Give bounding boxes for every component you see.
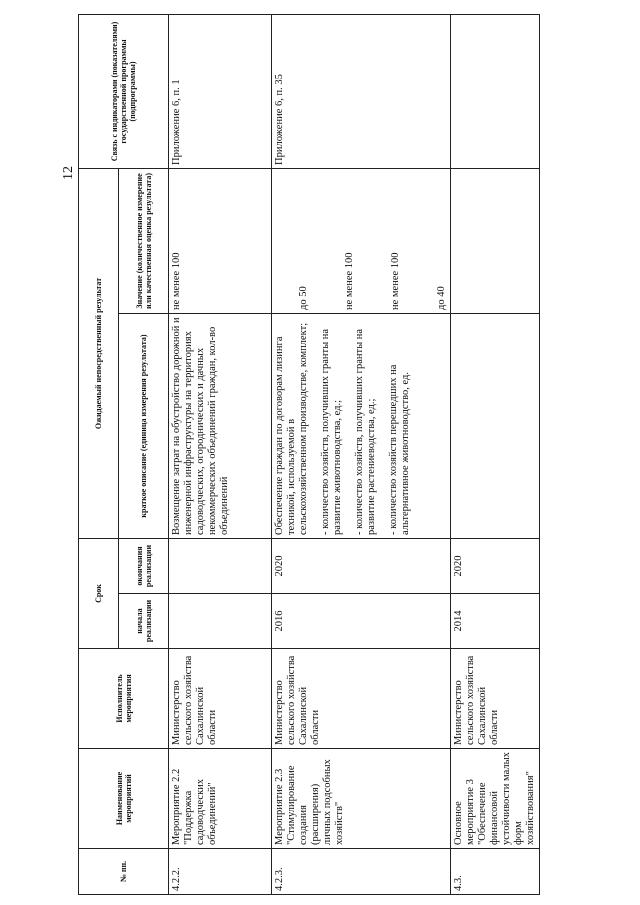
header-expected-desc: краткое описание (единица измерения результата) [119, 314, 169, 539]
value-item: не менее 100 [390, 252, 401, 310]
table-row [169, 15, 272, 895]
desc-item: - количество хозяйств, получивших гранты на развитие животноводства, ед.; [320, 328, 343, 535]
row-desc [451, 314, 540, 539]
row-num: 4.2.2. [169, 849, 272, 895]
desc-item: - количество хозяйств, получивших гранты на развитие растениеводства, ед.; [354, 328, 377, 535]
rotated-table-wrapper [78, 15, 536, 895]
row-link: Приложение 6, п. 1 [169, 15, 272, 169]
row-name: Мероприятие 2.2 "Поддержка садоводческих объединений" [169, 749, 272, 849]
header-expected-value: Значение (количественное измерение или качественная оценка результата) [119, 169, 169, 314]
program-table [78, 14, 540, 895]
header-name: Наименование мероприятий [79, 749, 169, 849]
value-item: до 40 [436, 286, 447, 310]
value-item: до 50 [298, 286, 309, 310]
row-executor: Министерство сельского хозяйства Сахалинской области [169, 649, 272, 749]
header-num: № пп. [79, 849, 169, 895]
page-number: 12 [61, 166, 76, 180]
row-value [272, 169, 451, 314]
header-expected: Ожидаемый непосредственный результат [79, 169, 119, 539]
row-name: Мероприятие 2.3 "Стимулирование создания (расширения) личных подсобных хозяйств" [272, 749, 451, 849]
header-term-end: окончания реализации [119, 539, 169, 594]
row-link [451, 15, 540, 169]
row-num: 4.2.3. [272, 849, 451, 895]
row-value: не менее 100 [169, 169, 272, 314]
row-executor: Министерство сельского хозяйства Сахалинской области [451, 649, 540, 749]
row-desc: Возмещение затрат на обустройство дорожной и инженерной инфраструктуры на территориях садоводческих, огороднических и дачных некоммерческих объединений граждан, кол-во объединений [169, 314, 272, 539]
row-num: 4.3. [451, 849, 540, 895]
table-row [272, 15, 451, 895]
row-start: 2014 [451, 594, 540, 649]
row-desc [272, 314, 451, 539]
row-executor: Министерство сельского хозяйства Сахалинской области [272, 649, 451, 749]
row-link: Приложение 6, п. 35 [272, 15, 451, 169]
row-name: Основное мероприятие 3 "Обеспечение финансовой устойчивости малых форм хозяйствования" [451, 749, 540, 849]
row-start: 2016 [272, 594, 451, 649]
table-row [451, 15, 540, 895]
row-value [451, 169, 540, 314]
row-start [169, 594, 272, 649]
row-end: 2020 [272, 539, 451, 594]
desc-item: - количество хозяйств перешедших на альтернативное животноводство, ед. [388, 364, 411, 535]
header-executor: Исполнитель мероприятия [79, 649, 169, 749]
header-link: Связь с индикаторами (показателями) государственной программы (подпрограммы) [79, 15, 169, 169]
header-term-start: начала реализации [119, 594, 169, 649]
desc-item: Обеспечение граждан по договорам лизинга техникой, используемой в сельскохозяйственном производстве, комплект; [274, 322, 309, 535]
row-end: 2020 [451, 539, 540, 594]
header-term: Срок [79, 539, 119, 649]
value-item: не менее 100 [344, 252, 355, 310]
row-end [169, 539, 272, 594]
